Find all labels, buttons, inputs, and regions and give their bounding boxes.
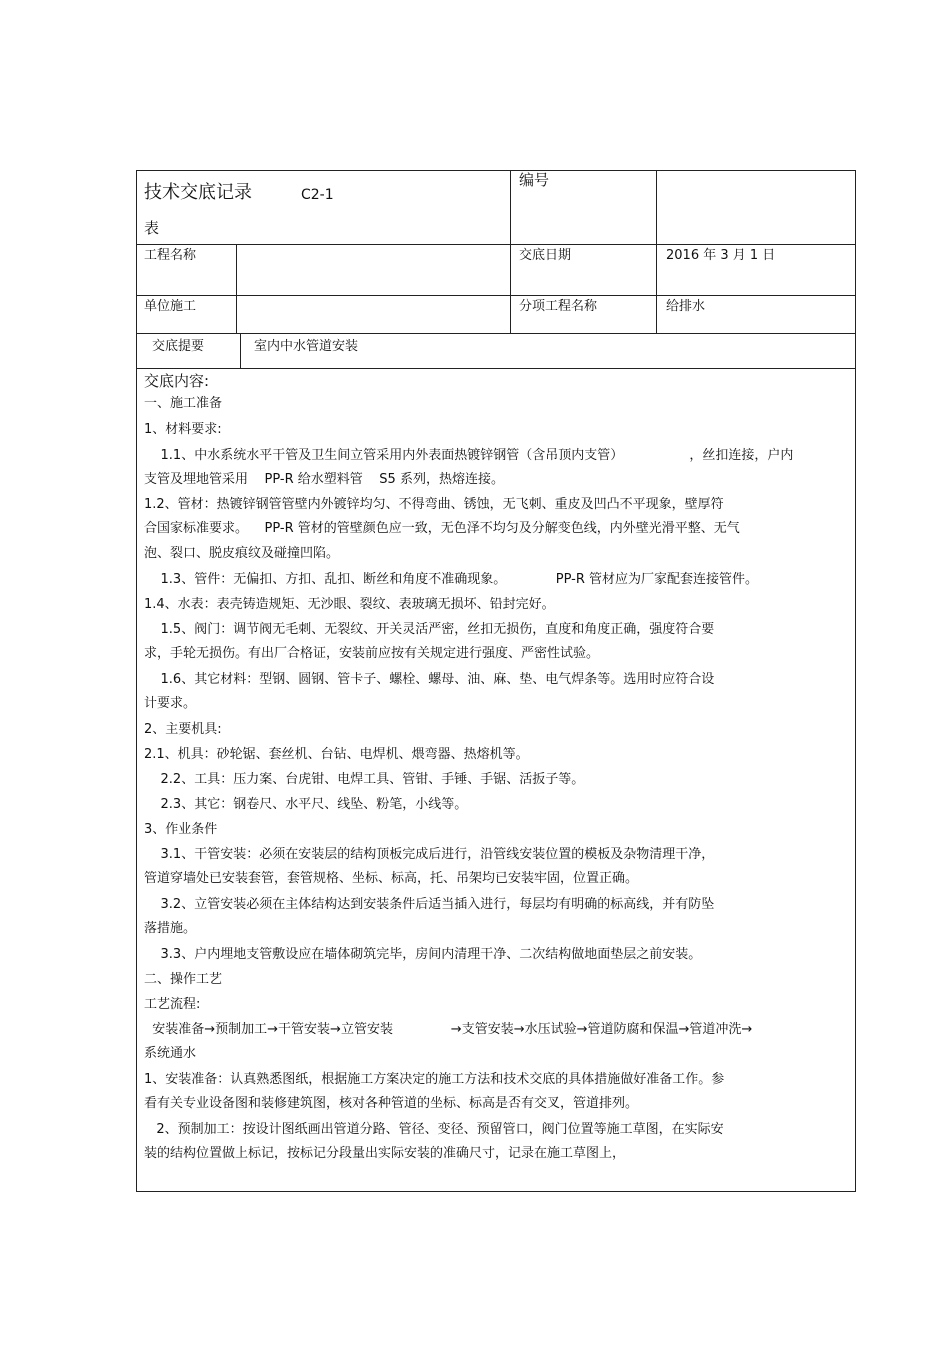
content-line: 2.3、其它：钢卷尺、水平尺、线坠、粉笔，小线等。 bbox=[144, 797, 468, 812]
content-line: 2.1、机具：砂轮锯、套丝机、台钻、电焊机、煨弯器、热熔机等。 bbox=[144, 747, 529, 762]
content-line: 2、主要机具: bbox=[144, 722, 222, 737]
content-line: 1.4、水表：表壳铸造规矩、无沙眼、裂纹、表玻璃无损坏、铅封完好。 bbox=[144, 597, 555, 612]
date-label: 交底日期 bbox=[519, 248, 572, 263]
content-line: 泡、裂口、脱皮痕纹及碰撞凹陷。 bbox=[144, 546, 340, 561]
content-line: 落措施。 bbox=[144, 921, 197, 936]
column-divider bbox=[510, 170, 511, 333]
row-divider bbox=[136, 295, 856, 296]
content-line: 管道穿墙处已安装套管，套管规格、坐标、标高，托、吊架均已安装牢固，位置正确。 bbox=[144, 871, 639, 886]
unit-label: 单位施工 bbox=[144, 299, 197, 314]
content-line: 一、施工准备 bbox=[144, 396, 223, 411]
column-divider bbox=[656, 170, 657, 333]
row-divider bbox=[136, 368, 856, 369]
form-title: 技术交底记录 bbox=[144, 182, 252, 203]
content-line: 安装准备→预制加工→干管安装→立管安装 →支管安装→水压试验→管道防腐和保温→管道冲洗→ bbox=[144, 1022, 753, 1037]
form-title-suffix: 表 bbox=[144, 219, 160, 237]
content-line: 1、材料要求: bbox=[144, 422, 222, 437]
row-divider bbox=[136, 244, 856, 245]
column-divider bbox=[236, 244, 237, 333]
content-line: 装的结构位置做上标记，按标记分段量出实际安装的准确尺寸，记录在施工草图上， bbox=[144, 1146, 626, 1161]
content-line: 2、预制加工：按设计图纸画出管道分路、管径、变径、预留管口，阀门位置等施工草图，在实际安 bbox=[144, 1122, 724, 1137]
content-line: 1、安装准备：认真熟悉图纸，根据施工方案决定的施工方法和技术交底的具体措施做好准备工作。参 bbox=[144, 1072, 725, 1087]
content-line: 1.1、中水系统水平干管及卫生间立管采用内外表面热镀锌钢管（含吊顶内支管） ，丝扣连接，户内 bbox=[144, 448, 794, 463]
content-line: 看有关专业设备图和装修建筑图，核对各种管道的坐标、标高是否有交叉，管道排列。 bbox=[144, 1096, 639, 1111]
summary-value: 室内中水管道安装 bbox=[254, 339, 359, 354]
content-line: 系统通水 bbox=[144, 1046, 197, 1061]
column-divider bbox=[240, 333, 241, 368]
content-line: 1.2、管材：热镀锌钢管管壁内外镀锌均匀、不得弯曲、锈蚀，无飞刺、重皮及凹凸不平现象，壁厚符 bbox=[144, 497, 724, 512]
content-line: 1.3、管件：无偏扣、方扣、乱扣、断丝和角度不准确现象。 PP-R 管材应为厂家配套连接管件。 bbox=[144, 572, 759, 587]
content-line: 计要求。 bbox=[144, 696, 197, 711]
content-line: 3.3、户内埋地支管敷设应在墙体砌筑完毕，房间内清理干净、二次结构做地面垫层之前安装。 bbox=[144, 947, 702, 962]
content-line: 工艺流程: bbox=[144, 997, 201, 1012]
content-heading: 交底内容: bbox=[144, 372, 210, 390]
content-line: 1.5、阀门：调节阀无毛刺、无裂纹、开关灵活严密，丝扣无损伤，直度和角度正确，强度符合要 bbox=[144, 622, 715, 637]
project-name-label: 工程名称 bbox=[144, 248, 197, 263]
content-line: 支管及埋地管采用 PP-R 给水塑料管 S5 系列，热熔连接。 bbox=[144, 472, 504, 487]
content-line: 3.2、立管安装必须在主体结构达到安装条件后适当插入进行，每层均有明确的标高线，并有防坠 bbox=[144, 897, 715, 912]
content-line: 二、操作工艺 bbox=[144, 972, 223, 987]
sub-project-label: 分项工程名称 bbox=[519, 299, 598, 314]
summary-label: 交底提要 bbox=[152, 339, 205, 354]
content-line: 2.2、工具：压力案、台虎钳、电焊工具、管钳、手锤、手锯、活扳子等。 bbox=[144, 772, 585, 787]
content-line: 合国家标准要求。 PP-R 管材的管壁颜色应一致，无色泽不均匀及分解变色线，内外壁光滑平整、无气 bbox=[144, 521, 740, 536]
content-line: 1.6、其它材料：型钢、圆钢、管卡子、螺栓、螺母、油、麻、垫、电气焊条等。选用时应符合设 bbox=[144, 672, 715, 687]
date-value: 2016 年 3 月 1 日 bbox=[666, 248, 776, 263]
content-line: 3.1、干管安装：必须在安装层的结构顶板完成后进行，沿管线安装位置的模板及杂物清理干净， bbox=[144, 847, 715, 862]
form-code: C2-1 bbox=[301, 187, 334, 203]
content-line: 3、作业条件 bbox=[144, 822, 218, 837]
row-divider bbox=[136, 333, 856, 334]
sub-project-value: 给排水 bbox=[666, 299, 706, 314]
number-label: 编号 bbox=[519, 171, 550, 189]
content-line: 求，手轮无损伤。有出厂合格证，安装前应按有关规定进行强度、严密性试验。 bbox=[144, 646, 600, 661]
